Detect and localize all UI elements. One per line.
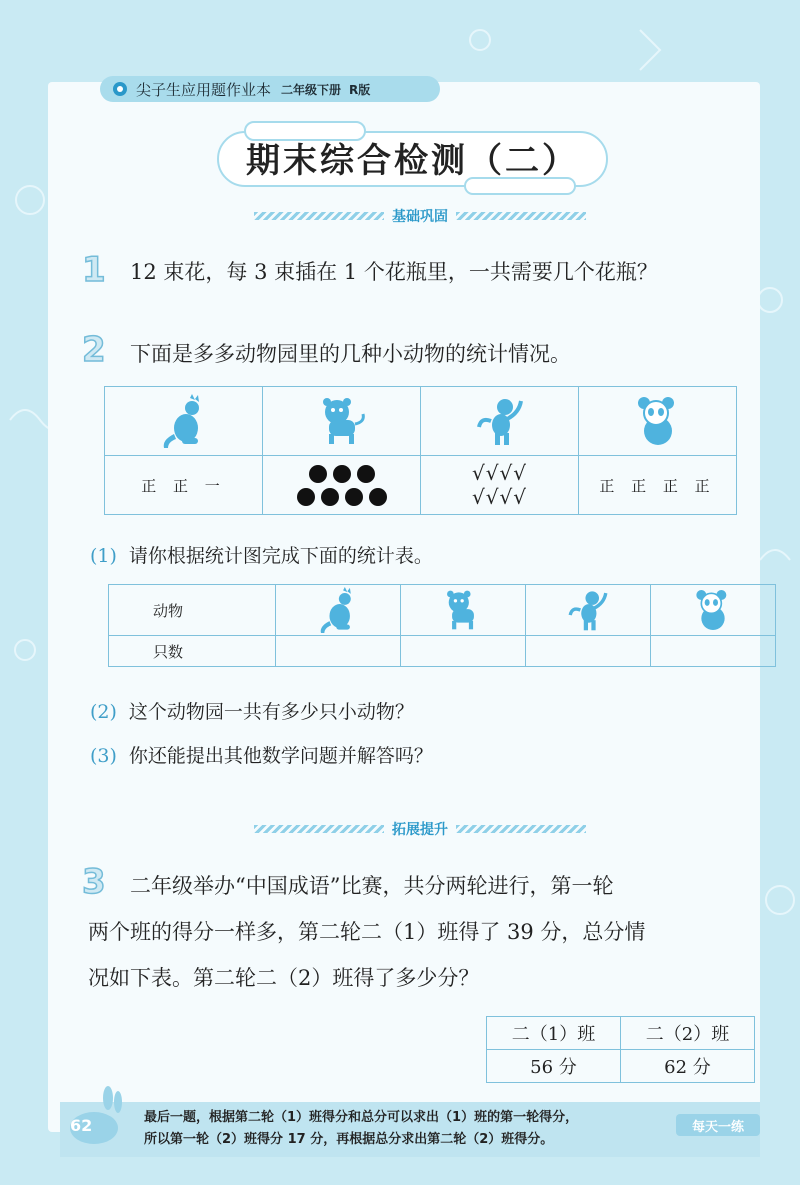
page-title: 期末综合检测（二） [246, 140, 579, 181]
dot-tally-tiger [263, 465, 420, 506]
tally-table [104, 386, 737, 515]
question-number: 3 [82, 862, 106, 902]
animal-header: 动物 [109, 585, 276, 636]
tiger-icon [442, 589, 484, 631]
count-cell-kangaroo[interactable] [276, 636, 401, 667]
title-frame [215, 118, 610, 196]
tally-dot [345, 488, 363, 506]
question-text-line3: 况如下表。第二轮二（2）班得了多少分？ [88, 966, 480, 990]
tally-kangaroo: 正 正 一 [141, 476, 226, 495]
question-text: 12 束花，每 3 束插在 1 个花瓶里，一共需要几个花瓶？ [130, 260, 658, 284]
kangaroo-icon [319, 587, 357, 633]
section-basic: 基础巩固 [246, 206, 594, 226]
question-number: 1 [82, 250, 106, 290]
question-number: 2 [82, 330, 106, 370]
tally-dot [357, 465, 375, 483]
book-header [100, 76, 440, 102]
book-title: 尖子生应用题作业本 [136, 80, 272, 99]
panda-icon [634, 395, 682, 447]
grade-label: 二年级下册 [281, 82, 342, 97]
tally-dot [309, 465, 327, 483]
book-logo-icon [112, 81, 128, 97]
tally-dot [333, 465, 351, 483]
kangaroo-icon [162, 394, 206, 448]
tally-panda: 正 正 正 正 [599, 476, 716, 495]
class2-header: 二（2）班 [621, 1017, 755, 1050]
page-number: 62 [70, 1116, 93, 1135]
check-tally-monkey: √√√√ √√√√ [472, 461, 527, 509]
class2-score: 62 分 [621, 1050, 755, 1083]
count-header: 只数 [109, 636, 276, 667]
question-text-line2: 两个班的得分一样多，第二轮二（1）班得了 39 分，总分情 [88, 920, 646, 944]
rabbit-icon [58, 1086, 128, 1146]
count-cell-monkey[interactable] [526, 636, 651, 667]
section-extend: 拓展提升 [246, 819, 594, 839]
statistics-table [108, 584, 776, 667]
monkey-icon [477, 395, 523, 447]
hint-text: 最后一题，根据第二轮（1）班得分和总分可以求出（1）班的第一轮得分， 所以第一轮（2）班得分 17 分，再根据总分求出第二轮（2）班得分。 [144, 1110, 579, 1147]
question-text: 下面是多多动物园里的几种小动物的统计情况。 [130, 342, 571, 366]
score-table [486, 1016, 755, 1083]
class1-header: 二（1）班 [487, 1017, 621, 1050]
question-text-line1: 二年级举办“中国成语”比赛，共分两轮进行，第一轮 [130, 874, 614, 898]
monkey-icon [568, 588, 608, 632]
sub-question-2: (2) 这个动物园一共有多少只小动物？ [90, 701, 414, 723]
count-cell-panda[interactable] [651, 636, 776, 667]
edition-label: R版 [349, 82, 371, 97]
sub-question-3: (3) 你还能提出其他数学问题并解答吗？ [90, 745, 433, 767]
sub-question-1: (1) 请你根据统计图完成下面的统计表。 [90, 545, 433, 567]
tally-dot [321, 488, 339, 506]
daily-practice-badge: 每天一练 [676, 1114, 760, 1136]
tally-dot [297, 488, 315, 506]
class1-score: 56 分 [487, 1050, 621, 1083]
tally-dot [369, 488, 387, 506]
count-cell-tiger[interactable] [401, 636, 526, 667]
panda-icon [693, 588, 733, 632]
tiger-icon [317, 396, 367, 446]
